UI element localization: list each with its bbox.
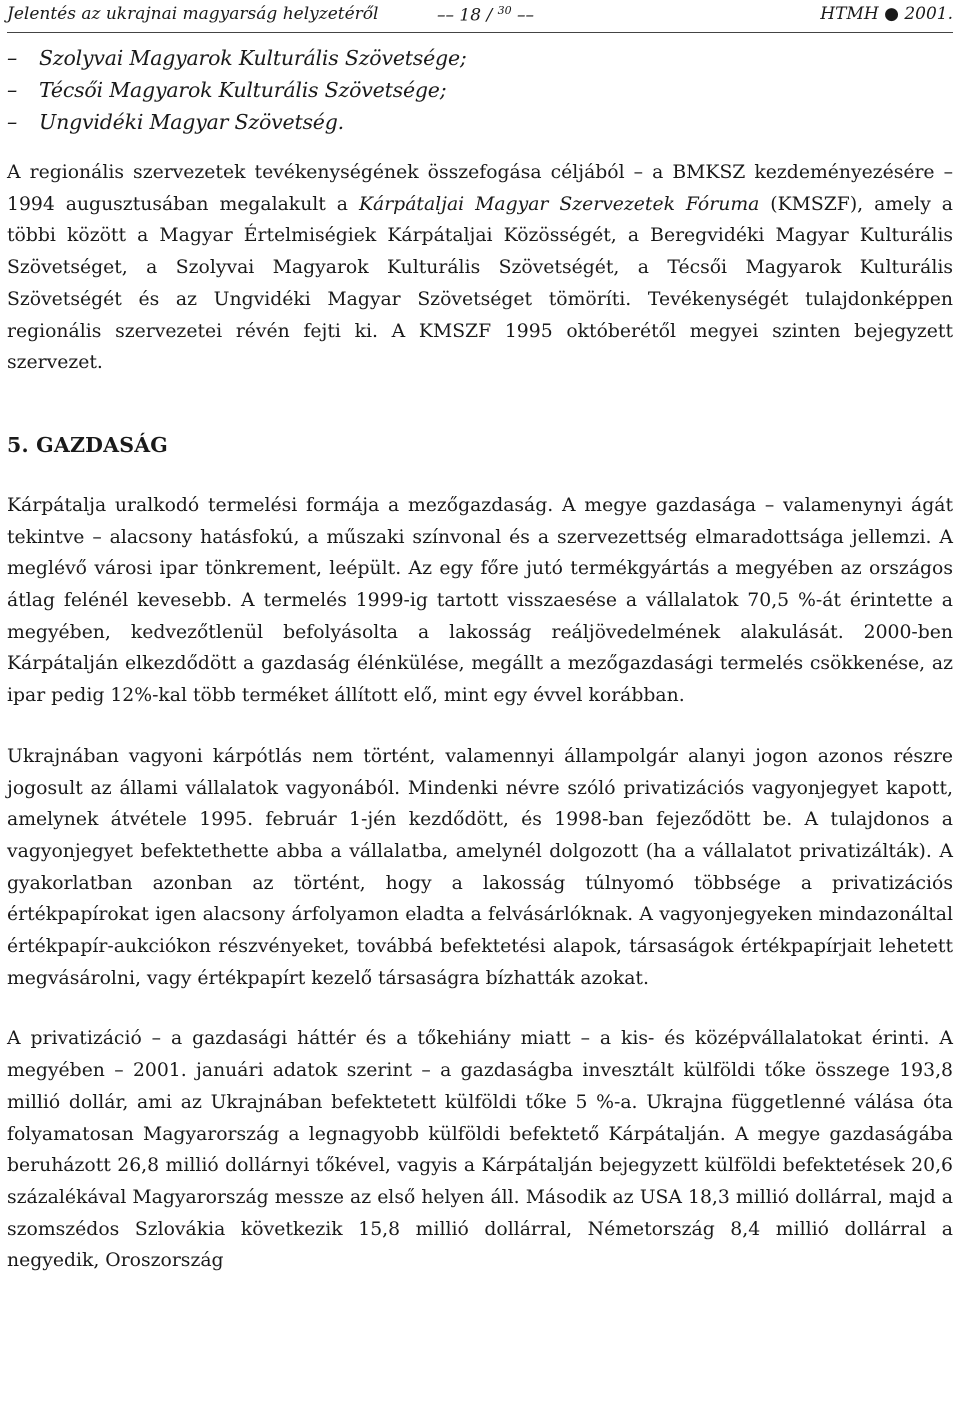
- page-number: [437, 4, 534, 26]
- list-dash: –: [7, 78, 18, 102]
- page-suffix: ––: [511, 5, 534, 26]
- paragraph-investment: A privatizáció – a gazdasági háttér és a tőkehiány miatt – a kis- és középvállalatokat érinti. A megyében – 2001. januári adatok szerint – a gazdaságba invesztált külföldi tőke összege 193,8 millió dollár, ami az Ukrajnában befektetett külföldi tőke 5 %-a. Ukrajna függetlenné válása óta folyamatosan Magyarország a legnagyobb külföldi befektető Kárpátalján. A megye gazdaságába beruházott 26,8 millió dollárnyi tőkével, vagyis a Kárpátalján bejegyzett külföldi befektetések 20,6 százalékával Magyarország messze az első helyen áll. Második az USA 18,3 millió dollárral, majd a szomszédos Szlovákia következik 15,8 millió dollárral, Németország 8,4 millió dollárral a negyedik, Oroszország: [7, 1028, 953, 1272]
- list-item-text: Técsői Magyarok Kulturális Szövetsége;: [39, 78, 447, 102]
- paragraph-economy: Kárpátalja uralkodó termelési formája a mezőgazdaság. A megye gazdasága – valamenynyi ágát tekintve – alacsony hatásfokú, a műszaki színvonal és a szervezettség elmaradottsága jellemzi. A meglévő városi ipar tönkrement, leépült. Az egy főre jutó termékgyártás a megyében az országos átlag felénél kevesebb. A termelés 1999-ig tartott visszaesése a vállalatok 70,5 %-át érintette a megyében, kedvezőtlenül befolyásolta a lakosság reáljövedelmének alakulását. 2000-ben Kárpátalján elkezdődött a gazdaság élénkülése, megállt a mezőgazdasági termelés csökkenése, az ipar pedig 12%-kal több terméket állított elő, mint egy évvel korábban.: [7, 494, 953, 707]
- paragraph-text: A regionális szervezetek tevékenységének összefogása céljából – a BMKSZ kezdeményezésére – 1994 augusztusában megalakult a: [7, 162, 953, 215]
- header-title: Jelentés az ukrajnai magyarság helyzetéről: [7, 4, 379, 24]
- header-publisher: HTMH ● 2001.: [820, 4, 953, 24]
- paragraph-privatization: Ukrajnában vagyoni kárpótlás nem történt, valamennyi állampolgár alanyi jogon azonos részre jogosult az állami vállalatok vagyonából. Mindenki névre szóló privatizációs vagyonjegyet kapott, amelynek átvétele 1995. február 1-jén kezdődött, és 1998-ban fejeződött be. A tulajdonos a vagyonjegyet befektethette abba a vállalatba, amelynél dolgozott (ha a vállalatot privatizálták). A gyakorlatban azonban az történt, hogy a lakosság túlnyomó többsége a privatizációs értékpapírokat igen alacsony árfolyamon eladta a felvásárlóknak. A vagyonjegyeken mindazonáltal értékpapír-aukciókon részvényeket, továbbá befektetési alapok, társaságok értékpapírjait lehetett megvásárolni, vagy értékpapírt kezelő társaságra bízhatták azokat.: [7, 745, 953, 989]
- page-prefix: –– 18 /: [437, 5, 498, 26]
- running-header: [7, 4, 953, 33]
- list-item-text: Ungvidéki Magyar Szövetség.: [39, 110, 344, 134]
- list-dash: –: [7, 110, 18, 134]
- list-dash: –: [7, 46, 18, 70]
- organization-name: Kárpátaljai Magyar Szervezetek Fóruma: [358, 193, 760, 215]
- paragraph-text: (KMSZF), amely a többi között a Magyar Értelmiségiek Kárpátaljai Közösségét, a Beregvidéki Magyar Kulturális Szövetséget, a Szolyvai Magyarok Kulturális Szövetségét, a Técsői Magyarok Kulturális Szövetségét és az Ungvidéki Magyar Szövetséget tömöríti. Tevékenységét tulajdonképpen regionális szervezetei révén fejti ki. A KMSZF 1995 októberétől megyei szinten bejegyzett szervezet.: [7, 193, 953, 374]
- list-item: [7, 74, 953, 106]
- paragraph-organizations: [7, 157, 953, 379]
- list-item-text: Szolyvai Magyarok Kulturális Szövetsége;: [39, 46, 467, 70]
- page-content: [7, 42, 953, 1277]
- page-total: 30: [497, 4, 512, 17]
- list-item: [7, 106, 953, 138]
- list-item: [7, 42, 953, 74]
- section-heading: 5. GAZDASÁG: [7, 432, 169, 457]
